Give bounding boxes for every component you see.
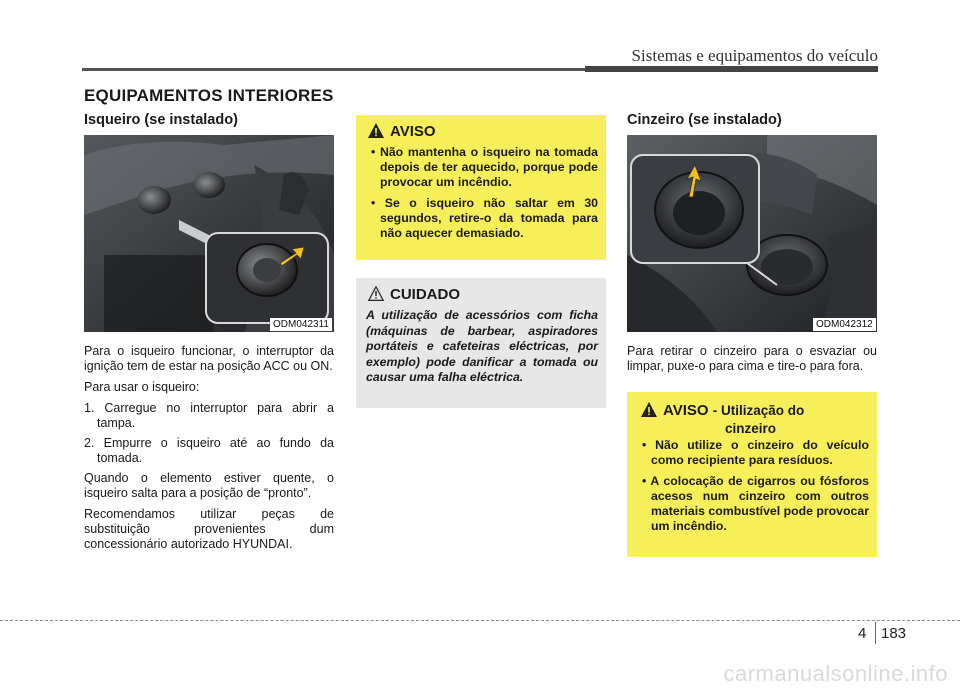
warning-triangle-icon (641, 402, 657, 421)
lighter-para-usage: Para usar o isqueiro: (84, 380, 200, 394)
footer-rule (0, 620, 960, 621)
lighter-step-1: 1. Carregue no interruptor para abrir a tampa. (84, 401, 334, 430)
ashtray-photo-caption: ODM042312 (813, 318, 876, 331)
ashtray-heading: Cinzeiro (se instalado) (627, 112, 782, 128)
section-heading: EQUIPAMENTOS INTERIORES (84, 86, 334, 105)
chapter-title: Sistemas e equipamentos do veículo (631, 46, 878, 65)
lighter-heading: Isqueiro (se instalado) (84, 112, 238, 128)
lighter-para-parts: Recomendamos utilizar peças de substituição provenientes dum concessionário autorizado HYUNDAI. (84, 507, 334, 551)
watermark: carmanualsonline.info (723, 661, 948, 686)
aviso-ashtray-list (637, 438, 869, 540)
aviso-ashtray-item-2: • A colocação de cigarros ou fósforos acesos num cinzeiro com outros materiais combustível pode provocar um incêndio. (642, 474, 869, 533)
page-number: 183 (881, 625, 907, 642)
aviso-ashtray-item-1: • Não utilize o cinzeiro do veículo como recipiente para resíduos. (642, 438, 869, 467)
lighter-step-2: 2. Empurre o isqueiro até ao fundo da tomada. (84, 436, 334, 465)
header-rule-accent (585, 66, 878, 72)
aviso-item-1: • Não mantenha o isqueiro na tomada depois de ter aquecido, porque pode provocar um incêndio. (371, 145, 598, 189)
aviso-title-text: AVISO (390, 123, 436, 140)
ashtray-para-remove: Para retirar o cinzeiro para o esvaziar ou limpar, puxe-o para cima e tire-o para fora. (627, 344, 877, 373)
lighter-body (84, 344, 334, 558)
lighter-para-ignition: Para o isqueiro funcionar, o interruptor da ignição tem de estar na posição ACC ou ON. (84, 344, 334, 373)
chapter-number: 4 (858, 625, 867, 642)
ashtray-photo (627, 135, 877, 332)
cuidado-text: A utilização de acessórios com ficha (máquinas de barbear, aspiradores portáteis e cafeteiras eléctricas, por exemplo) pode danificar a tomada ou causar uma falha eléctrica. (366, 308, 598, 384)
page-number-divider (875, 622, 876, 644)
ashtray-body (627, 344, 877, 380)
lighter-photo-illustration (84, 135, 334, 332)
cuidado-box (356, 278, 606, 408)
lighter-para-hot: Quando o elemento estiver quente, o isqueiro salta para a posição de “pronto”. (84, 471, 334, 500)
ashtray-photo-illustration (627, 135, 877, 332)
cuidado-title-text: CUIDADO (390, 286, 460, 303)
aviso-ashtray-box (627, 392, 877, 557)
aviso-ashtray-title (641, 402, 869, 436)
cuidado-title (368, 286, 460, 305)
aviso-box (356, 115, 606, 260)
lighter-photo (84, 135, 334, 332)
warning-triangle-icon (368, 123, 384, 142)
aviso-item-2: • Se o isqueiro não saltar em 30 segundos, retire-o da tomada para não aquecer demasiado. (371, 196, 598, 240)
aviso-list (366, 145, 598, 247)
caution-triangle-icon (368, 286, 384, 305)
aviso-title (368, 123, 436, 142)
aviso-ashtray-title-text: AVISO (663, 402, 709, 419)
lighter-photo-caption: ODM042311 (270, 318, 332, 331)
aviso-ashtray-title-suffix: - Utilização do (712, 403, 805, 418)
aviso-ashtray-title-line2: cinzeiro (725, 421, 777, 436)
